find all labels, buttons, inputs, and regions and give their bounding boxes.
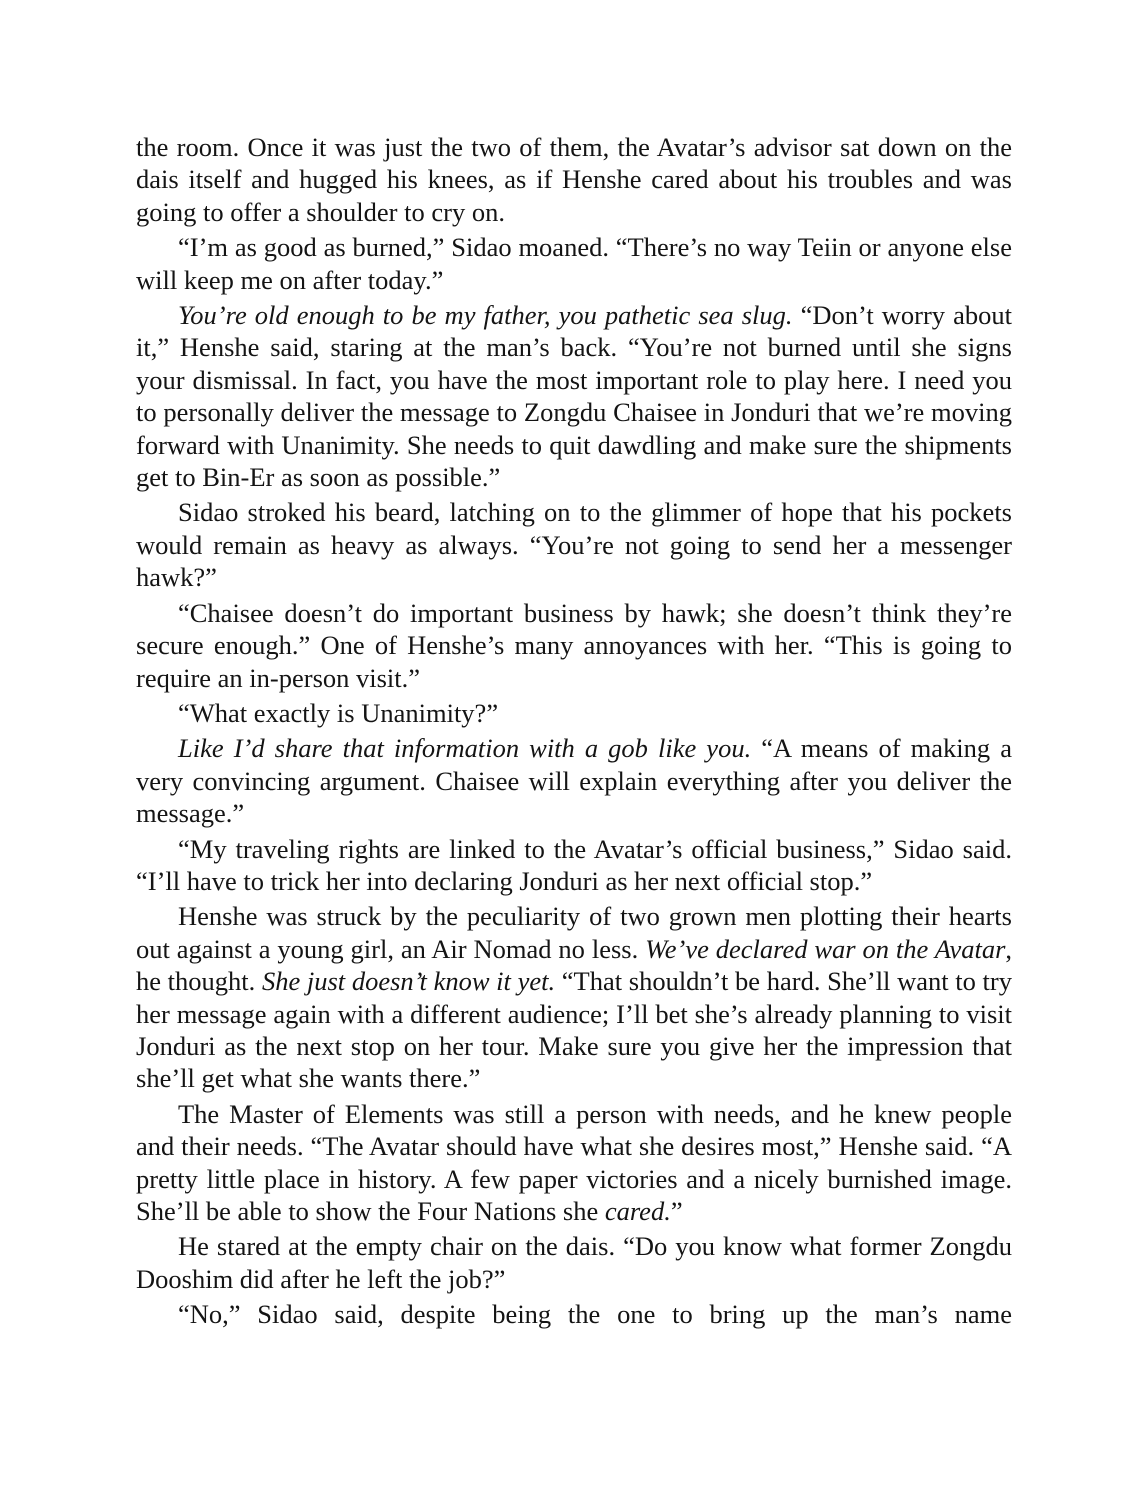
paragraph-4-text: Sidao stroked his beard, latching on to the glimmer of hope that his pockets would remain as heavy as always. “You’re not going to send her a messenger hawk?” xyxy=(136,497,1012,593)
paragraph-5 xyxy=(136,597,1012,694)
paragraph-1-text: the room. Once it was just the two of them, the Avatar’s advisor sat down on the dais itself and hugged his knees, as if Henshe cared about his troubles and was going to offer a shoulder to cry on. xyxy=(136,132,1012,227)
paragraph-8-text: “My traveling rights are linked to the Avatar’s official business,” Sidao said. “I’ll have to trick her into declaring Jonduri as her next official stop.” xyxy=(136,833,1012,896)
paragraph-3-text: “Don’t worry about it,” Henshe said, staring at the man’s back. “You’re not burned until she signs your dismissal. In fact, you have the most important role to play here. I need you to personally deliver the message to Zongdu Chaisee in Jonduri that we’re moving forward with Unanimity. She needs to quit dawdling and make sure the shipments get to Bin-Er as soon as possible.” xyxy=(136,300,1012,493)
paragraph-2-text: “I’m as good as burned,” Sidao moaned. “There’s no way Teiin or anyone else will keep me on after today.” xyxy=(136,232,1012,295)
paragraph-6-text: “What exactly is Unanimity?” xyxy=(178,697,499,728)
paragraph-6 xyxy=(136,697,1012,729)
paragraph-7 xyxy=(136,732,1012,829)
paragraph-4 xyxy=(136,496,1012,593)
paragraph-9-thought-a: We’ve declared war on the Avatar xyxy=(645,933,1006,964)
paragraph-1 xyxy=(136,131,1012,228)
paragraph-12 xyxy=(136,1298,1012,1330)
paragraph-9-text-b: , he thought. xyxy=(136,933,1013,997)
paragraph-9-text-a: Henshe was struck by the peculiarity of two grown men plotting their hearts out against a young girl, an Air Nomad no less. xyxy=(136,901,1012,964)
paragraph-7-thought: Like I’d share that information with a gob like you. xyxy=(178,733,752,764)
book-page-text xyxy=(136,131,1012,1334)
paragraph-5-text: “Chaisee doesn’t do important business by hawk; she doesn’t think they’re secure enough.” One of Henshe’s many annoyances with her. “This is going to require an in-person visit.” xyxy=(136,597,1012,693)
paragraph-3 xyxy=(136,299,1012,493)
paragraph-10 xyxy=(136,1098,1012,1228)
paragraph-7-text: “A means of making a very convincing argument. Chaisee will explain everything after you deliver the message.” xyxy=(136,733,1012,829)
paragraph-10-text-a: The Master of Elements was still a person with needs, and he knew people and their needs. “The Avatar should have what she desires most,” Henshe said. “A pretty little place in history. A few paper victories and a nicely burnished image. She’ll be able to show the Four Nations she xyxy=(136,1098,1012,1226)
paragraph-10-emphasis: cared. xyxy=(604,1196,671,1226)
paragraph-10-text-b: ” xyxy=(670,1196,683,1226)
paragraph-11-text: He stared at the empty chair on the dais. “Do you know what former Zongdu Dooshim did after he left the job?” xyxy=(136,1231,1012,1294)
paragraph-9-thought-b: She just doesn’t know it yet. xyxy=(261,966,556,997)
paragraph-9 xyxy=(136,900,1012,1094)
paragraph-3-thought: You’re old enough to be my father, you pathetic sea slug. xyxy=(178,300,793,331)
paragraph-12-text: “No,” Sidao said, despite being the one to bring up the man’s name xyxy=(178,1299,1012,1330)
paragraph-9-text-c: “That shouldn’t be hard. She’ll want to try her message again with a different audience; I’ll bet she’s already planning to visit Jonduri as the next stop on her tour. Make sure you give her the impression that she’ll get what she wants there.” xyxy=(136,966,1012,1094)
paragraph-8 xyxy=(136,833,1012,898)
paragraph-11 xyxy=(136,1230,1012,1295)
paragraph-2 xyxy=(136,231,1012,296)
